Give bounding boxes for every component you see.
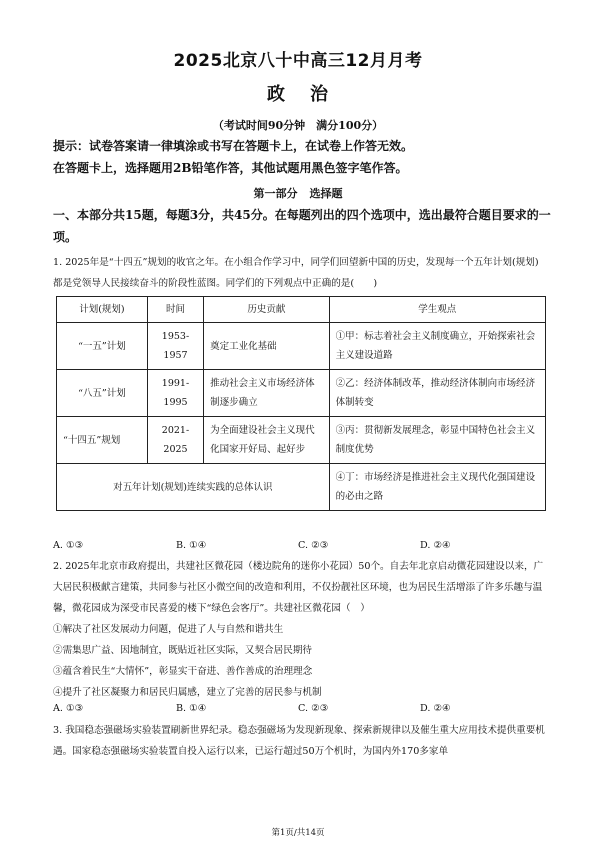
table-row <box>57 464 546 511</box>
option: C. ②③ <box>298 540 329 551</box>
table-cell: 2021-2025 <box>147 417 203 464</box>
option: B. ①④ <box>176 540 207 551</box>
question-3-stem: 3. 我国稳态强磁场实验装置刷新世界纪录。稳态强磁场为发现新现象、探索新规律以及催生重大应用技术提供重要机遇。国家稳态强磁场实验装置自投入运行以来，已运行超过50万个机时，为国内外170多家单 <box>53 725 545 757</box>
list-item: ②需集思广益、因地制宜，既贴近社区实际，又契合居民期待 <box>53 645 313 656</box>
table-cell: ④丁：市场经济是推进社会主义现代化强国建设的必由之路 <box>329 464 545 511</box>
tips-line-1: 提示：试卷答案请一律填涂或书写在答题卡上，在试卷上作答无效。 <box>53 139 414 153</box>
table-row <box>57 370 546 417</box>
exam-info: （考试时间90分钟 满分100分） <box>212 119 384 132</box>
table-cell: ①甲：标志着社会主义制度确立，开始探索社会主义建设道路 <box>329 323 545 370</box>
list-item: ④提升了社区凝聚力和居民归属感，建立了完善的居民参与机制 <box>53 687 322 698</box>
plan-table <box>56 296 546 511</box>
option: B. ①④ <box>176 703 207 714</box>
table-cell: ③丙：贯彻新发展理念，彰显中国特色社会主义制度优势 <box>329 417 545 464</box>
part-name: 第一部分 <box>253 187 298 200</box>
list-item: ③蕴含着民生“大情怀”，彰显实干奋进、善作善成的治理理念 <box>53 666 313 677</box>
page-footer: 第1页/共14页 <box>271 828 325 838</box>
question-2-stem: 2. 2025年北京市政府提出，共建社区微花园（楼边院角的迷你小花园）50个。自去年北京启动微花园建设以来，广大居民积极献言建策，共同参与社区小微空间的改造和利用，不仅扮靓社区环境，也为居民生活增添了许多乐趣与温馨，微花园成为深受市民喜爱的楼下“绿色会客厅”。共建社区微花园（ ） <box>53 561 544 614</box>
table-cell: “八五”计划 <box>57 370 148 417</box>
table-cell: ②乙：经济体制改革，推动经济体制向市场经济体制转变 <box>329 370 545 417</box>
table-header-row <box>57 297 546 323</box>
option: C. ②③ <box>298 703 329 714</box>
table-header: 时间 <box>147 297 203 323</box>
tips-line-2: 在答题卡上，选择题用2B铅笔作答，其他试题用黑色签字笔作答。 <box>53 161 408 175</box>
table-row <box>57 417 546 464</box>
list-item: ①解决了社区发展动力问题，促进了人与自然和谐共生 <box>53 624 284 635</box>
section-heading: 一、本部分共15题，每题3分，共45分。在每题列出的四个选项中，选出最符合题目要求的一项。 <box>53 208 551 244</box>
table-cell: 推动社会主义市场经济体制逐步确立 <box>204 370 329 417</box>
table-cell: 1953-1957 <box>147 323 203 370</box>
question-1-stem: 1. 2025年是“十四五”规划的收官之年。在小组合作学习中，同学们回望新中国的历史，发现每一个五年计划(规划)都是党领导人民接续奋斗的阶段性蓝图。同学们的下列观点中正确的是( ) <box>53 257 539 289</box>
part-title <box>0 185 596 201</box>
option: A. ①③ <box>53 540 84 551</box>
page-title: 2025北京八十中高三12月月考 <box>173 51 423 71</box>
table-cell: “一五”计划 <box>57 323 148 370</box>
table-cell: 为全面建设社会主义现代化国家开好局、起好步 <box>204 417 329 464</box>
table-cell: “十四五”规划 <box>57 417 148 464</box>
table-cell: 1991-1995 <box>147 370 203 417</box>
option: A. ①③ <box>53 703 84 714</box>
part-type: 选择题 <box>309 187 343 200</box>
question-2-items <box>53 619 548 703</box>
table-cell: 对五年计划(规划)连续实践的总体认识 <box>57 464 330 511</box>
table-header: 历史贡献 <box>204 297 329 323</box>
table-header: 学生观点 <box>329 297 545 323</box>
option: D. ②④ <box>420 540 451 551</box>
subject-title <box>0 80 596 106</box>
subject-char: 治 <box>310 84 329 105</box>
table-row <box>57 323 546 370</box>
option: D. ②④ <box>420 703 451 714</box>
subject-char: 政 <box>267 84 286 105</box>
table-header: 计划(规划) <box>57 297 148 323</box>
table-cell: 奠定工业化基础 <box>204 323 329 370</box>
